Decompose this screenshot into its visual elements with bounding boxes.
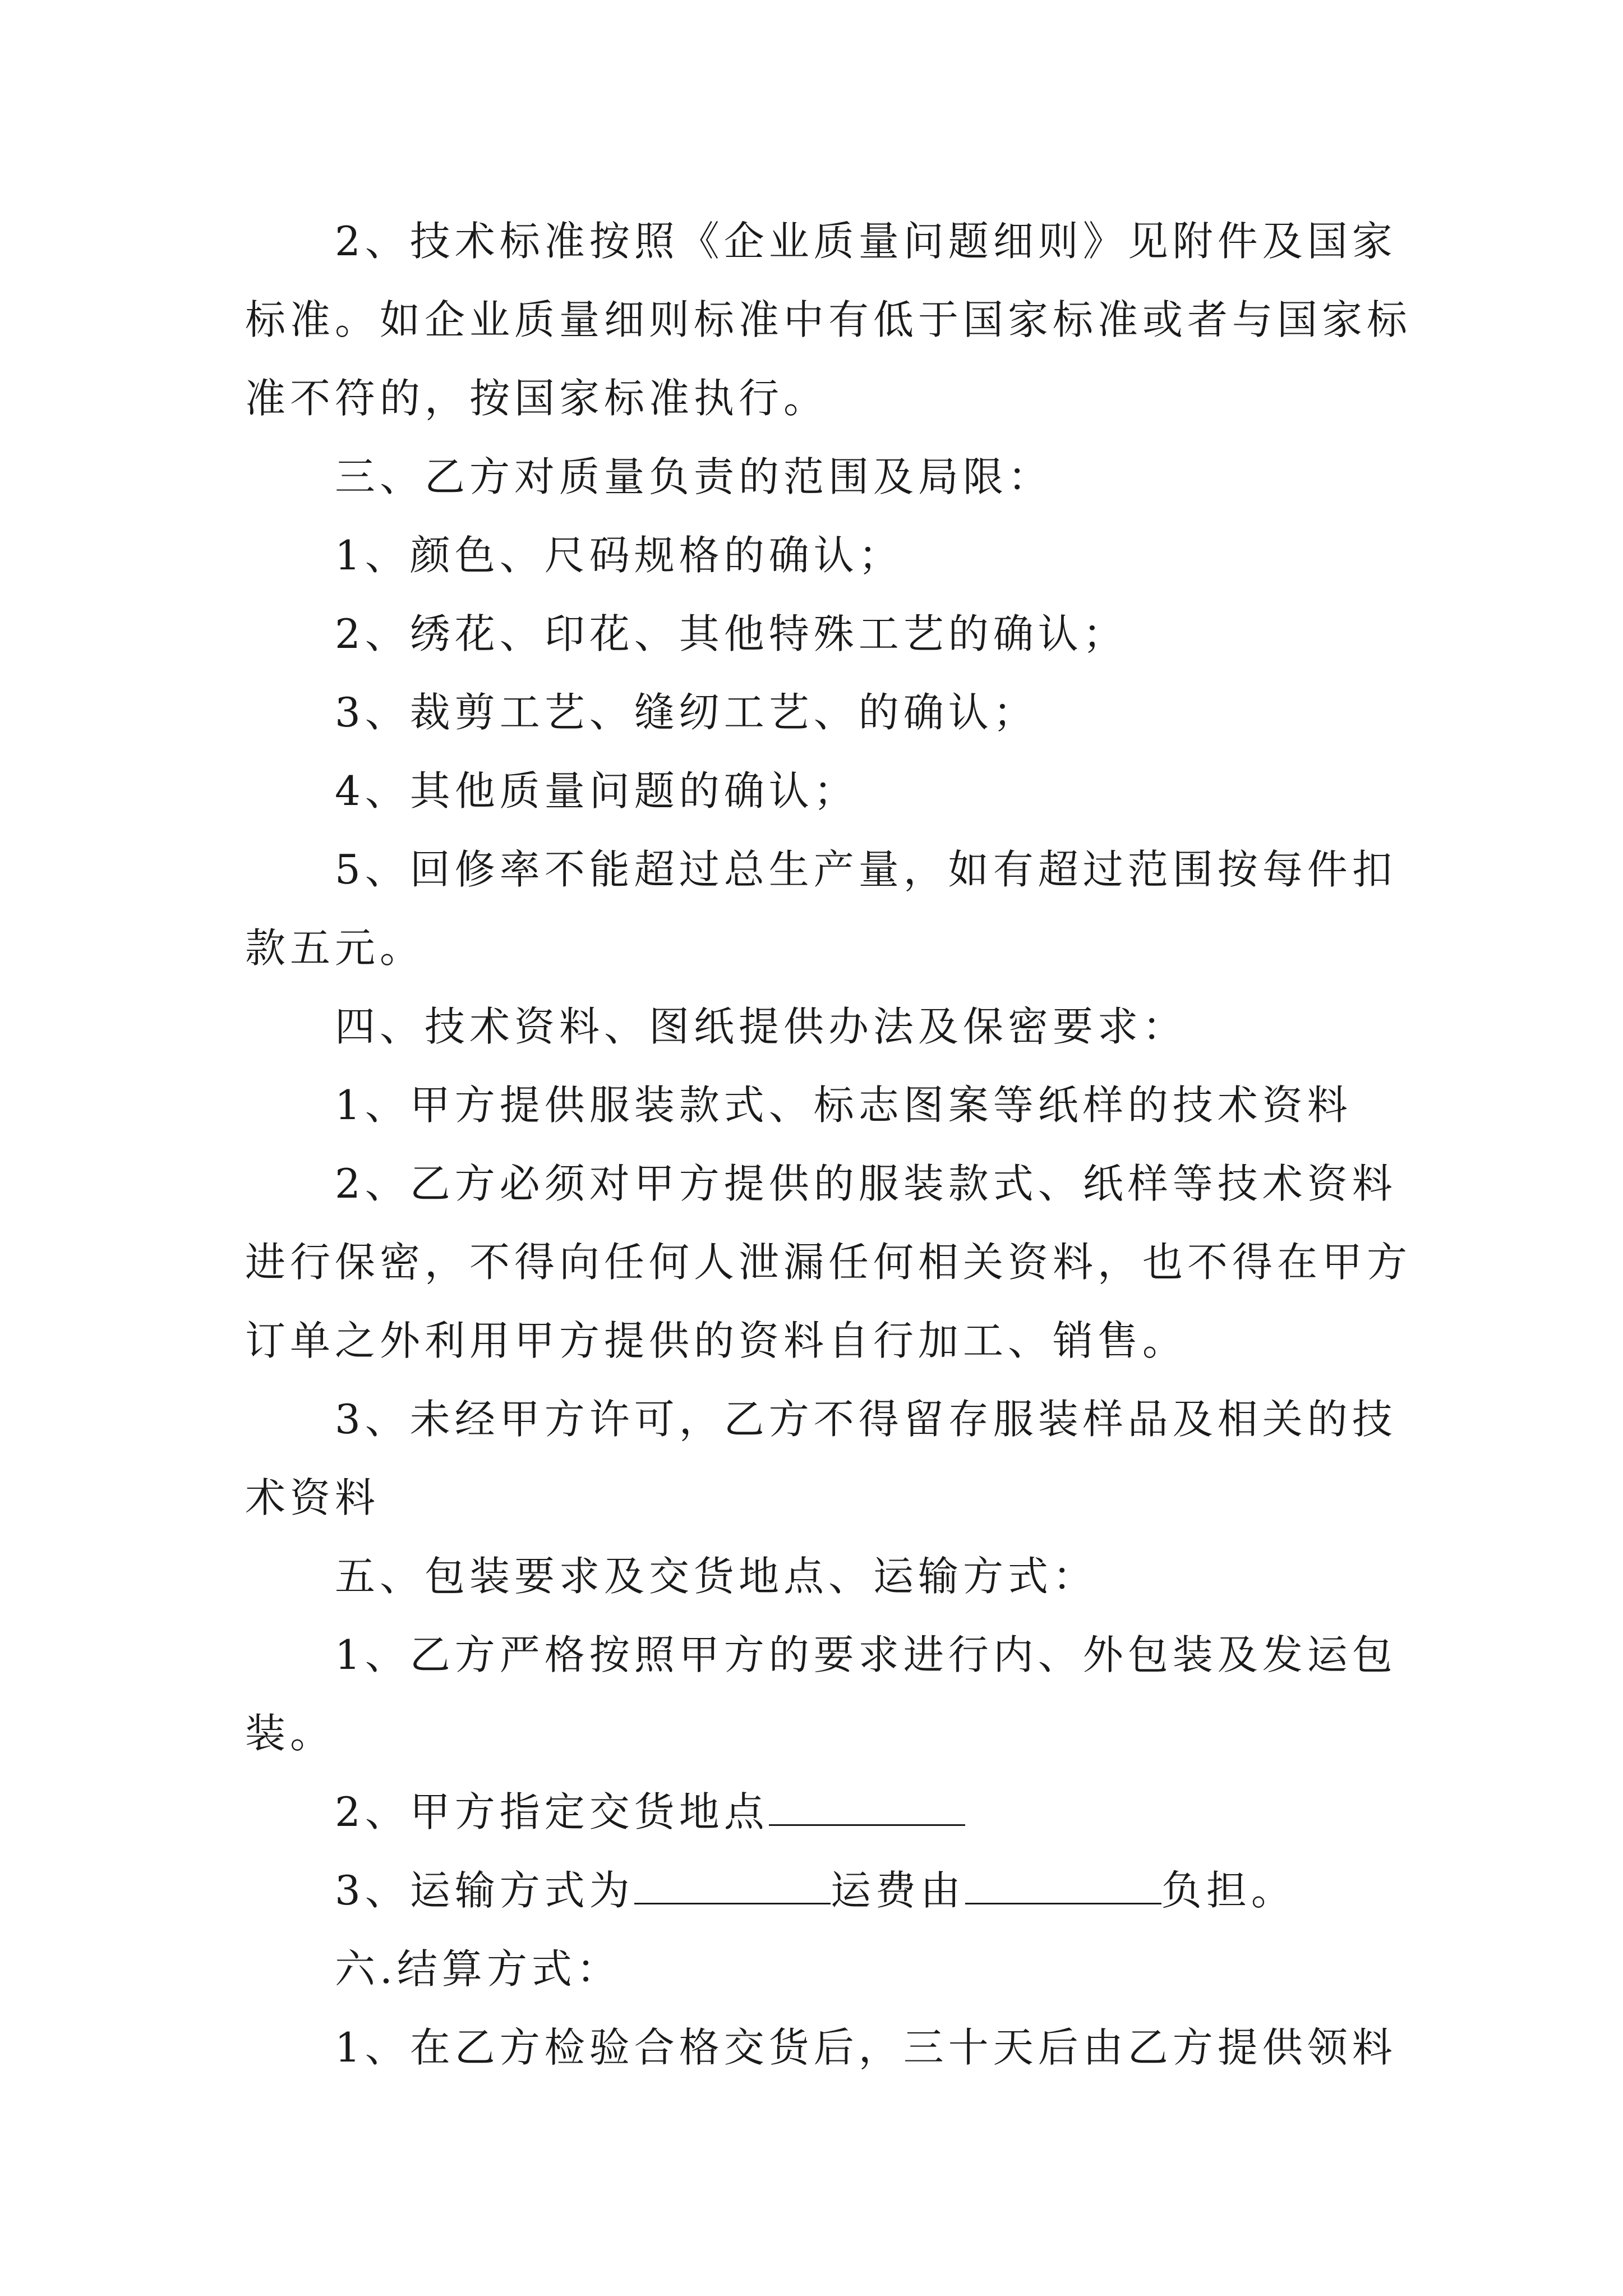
list-item: 1、甲方提供服装款式、标志图案等纸样的技术资料 [335,1082,1352,1129]
list-item: 3、未经甲方许可，乙方不得留存服装样品及相关的技 [335,1396,1397,1443]
delivery-location-blank[interactable] [769,1792,965,1826]
freight-payer-blank[interactable] [965,1870,1161,1904]
transport-method-label: 3、运输方式为 [335,1867,634,1914]
list-item-delivery-location [335,1784,1479,1840]
paragraph-line: 准不符的，按国家标准执行。 [245,375,829,422]
freight-payer-label: 运费由 [830,1867,965,1914]
section-heading: 三、乙方对质量负责的范围及局限： [335,453,1053,500]
section-heading: 四、技术资料、图纸提供办法及保密要求： [335,1003,1188,1050]
paragraph-line: 术资料 [245,1474,380,1521]
freight-burden-suffix: 负担。 [1161,1867,1296,1914]
list-item: 5、回修率不能超过总生产量，如有超过范围按每件扣 [335,846,1397,893]
list-item: 2、绣花、印花、其他特殊工艺的确认； [335,610,1128,657]
paragraph-line: 装。 [245,1710,335,1757]
list-item: 1、乙方严格按照甲方的要求进行内、外包装及发运包 [335,1631,1397,1678]
paragraph-line: 订单之外利用甲方提供的资料自行加工、销售。 [245,1317,1188,1364]
paragraph-line: 进行保密，不得向任何人泄漏任何相关资料，也不得在甲方 [245,1239,1412,1286]
section-heading: 六.结算方式： [335,1945,621,1993]
transport-method-blank[interactable] [634,1870,831,1904]
list-item: 1、颜色、尺码规格的确认； [335,532,903,579]
list-item: 1、在乙方检验合格交货后，三十天后由乙方提供领料 [335,2024,1397,2071]
paragraph-line: 款五元。 [245,924,425,972]
delivery-location-label: 2、甲方指定交货地点 [335,1788,769,1835]
list-item: 4、其他质量问题的确认； [335,767,859,815]
paragraph-line: 2、技术标准按照《企业质量问题细则》见附件及国家 [335,218,1397,265]
list-item-transport [335,1862,1479,1918]
list-item: 2、乙方必须对甲方提供的服装款式、纸样等技术资料 [335,1160,1397,1207]
paragraph-line: 标准。如企业质量细则标准中有低于国家标准或者与国家标 [245,296,1412,343]
list-item: 3、裁剪工艺、缝纫工艺、的确认； [335,689,1038,736]
section-heading: 五、包装要求及交货地点、运输方式： [335,1553,1098,1600]
